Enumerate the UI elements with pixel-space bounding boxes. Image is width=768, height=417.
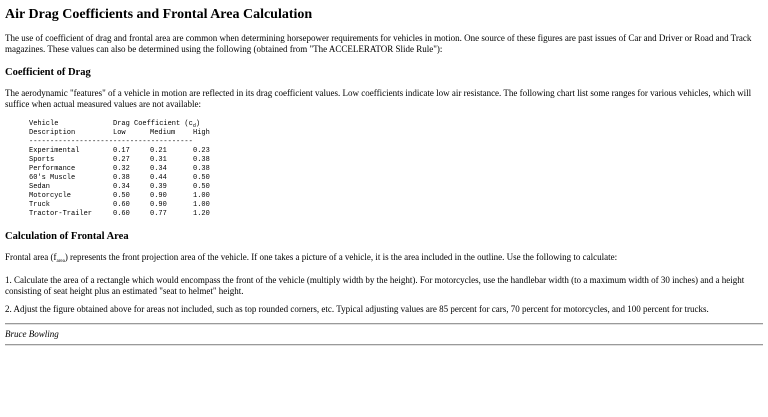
frontal-heading: Calculation of Frontal Area (5, 231, 129, 242)
table-row (29, 156, 763, 165)
vehicle-name: Truck (29, 201, 51, 209)
header-low: Low (113, 129, 126, 137)
high-value: 1.20 (193, 210, 210, 218)
drag-paragraph: The aerodynamic "features" of a vehicle in motion are reflected in its drag coefficient values. Low coefficients indicate low air resistance. The following chart list some ranges for various vehicles, which will suffice when actual measured values are not available: (5, 88, 752, 109)
header-vehicle: Vehicle (29, 120, 59, 128)
high-value: 0.23 (193, 147, 210, 155)
vehicle-name: Experimental (29, 147, 80, 155)
high-value: 1.00 (193, 192, 210, 200)
intro-paragraph: The use of coefficient of drag and frontal area are common when determining horsepower requirements for vehicles in motion. One source of these figures are past issues of Car and Driver or Road and Track magazines. These values can also be determined using the following (obtained from "The ACCELERATOR Slide Rule"): (5, 33, 752, 54)
medium-value: 0.77 (150, 210, 167, 218)
low-value: 0.34 (113, 183, 130, 191)
divider-bottom (5, 344, 763, 346)
low-value: 0.38 (113, 174, 130, 182)
medium-value: 0.44 (150, 174, 167, 182)
vehicle-name: Sports (29, 156, 55, 164)
table-row (29, 183, 763, 192)
vehicle-name: Sedan (29, 183, 51, 191)
page-title: Air Drag Coefficients and Frontal Area Calculation (5, 7, 313, 22)
low-value: 0.60 (113, 201, 130, 209)
high-value: 0.50 (193, 174, 210, 182)
medium-value: 0.34 (150, 165, 167, 173)
high-value: 0.50 (193, 183, 210, 191)
high-value: 0.38 (193, 156, 210, 164)
medium-value: 0.31 (150, 156, 167, 164)
table-separator: --------------------------------------- (29, 138, 193, 146)
table-row (29, 165, 763, 174)
table-row (29, 210, 763, 219)
table-row (29, 192, 763, 201)
vehicle-name: 60's Muscle (29, 174, 76, 182)
low-value: 0.60 (113, 210, 130, 218)
table-row (29, 174, 763, 183)
divider-top (5, 323, 763, 325)
drag-coefficient-table (29, 120, 763, 219)
medium-value: 0.90 (150, 201, 167, 209)
step-2-paragraph: 2. Adjust the figure obtained above for areas not included, such as top rounded corners, etc. Typical adjusting values are 85 percent for cars, 70 percent for motorcycles, and 100 percent for trucks. (5, 304, 709, 314)
low-value: 0.17 (113, 147, 130, 155)
medium-value: 0.90 (150, 192, 167, 200)
step-1-paragraph: 1. Calculate the area of a rectangle which would encompass the front of the vehicle (multiply width by the height). For motorcycles, use the handlebar width (to a maximum width of 30 inches) and a height consisting of seat height plus an estimated "seat to helmet" height. (5, 275, 745, 296)
vehicle-name: Performance (29, 165, 76, 173)
header-medium: Medium (150, 129, 176, 137)
high-value: 1.00 (193, 201, 210, 209)
table-header-row-2 (29, 129, 763, 138)
header-drag-coefficient: Drag Coefficient $(c_d)$ (113, 120, 201, 129)
medium-value: 0.21 (150, 147, 167, 155)
table-header-row-1 (29, 120, 763, 129)
vehicle-name: Motorcycle (29, 192, 72, 200)
table-row (29, 201, 763, 210)
medium-value: 0.39 (150, 183, 167, 191)
author-signature: Bruce Bowling (5, 329, 59, 339)
frontal-paragraph: Frontal area $(f_{area})$ represents the front projection area of the vehicle. If one takes a picture of a vehicle, it is the area included in the outline. Use the following to calculate: (5, 252, 618, 264)
header-description: Description (29, 129, 76, 137)
low-value: 0.32 (113, 165, 130, 173)
vehicle-name: Tractor-Trailer (29, 210, 93, 218)
low-value: 0.50 (113, 192, 130, 200)
table-body (29, 147, 763, 219)
drag-heading: Coefficient of Drag (5, 67, 91, 78)
header-high: High (193, 129, 210, 137)
high-value: 0.38 (193, 165, 210, 173)
low-value: 0.27 (113, 156, 130, 164)
table-row (29, 147, 763, 156)
